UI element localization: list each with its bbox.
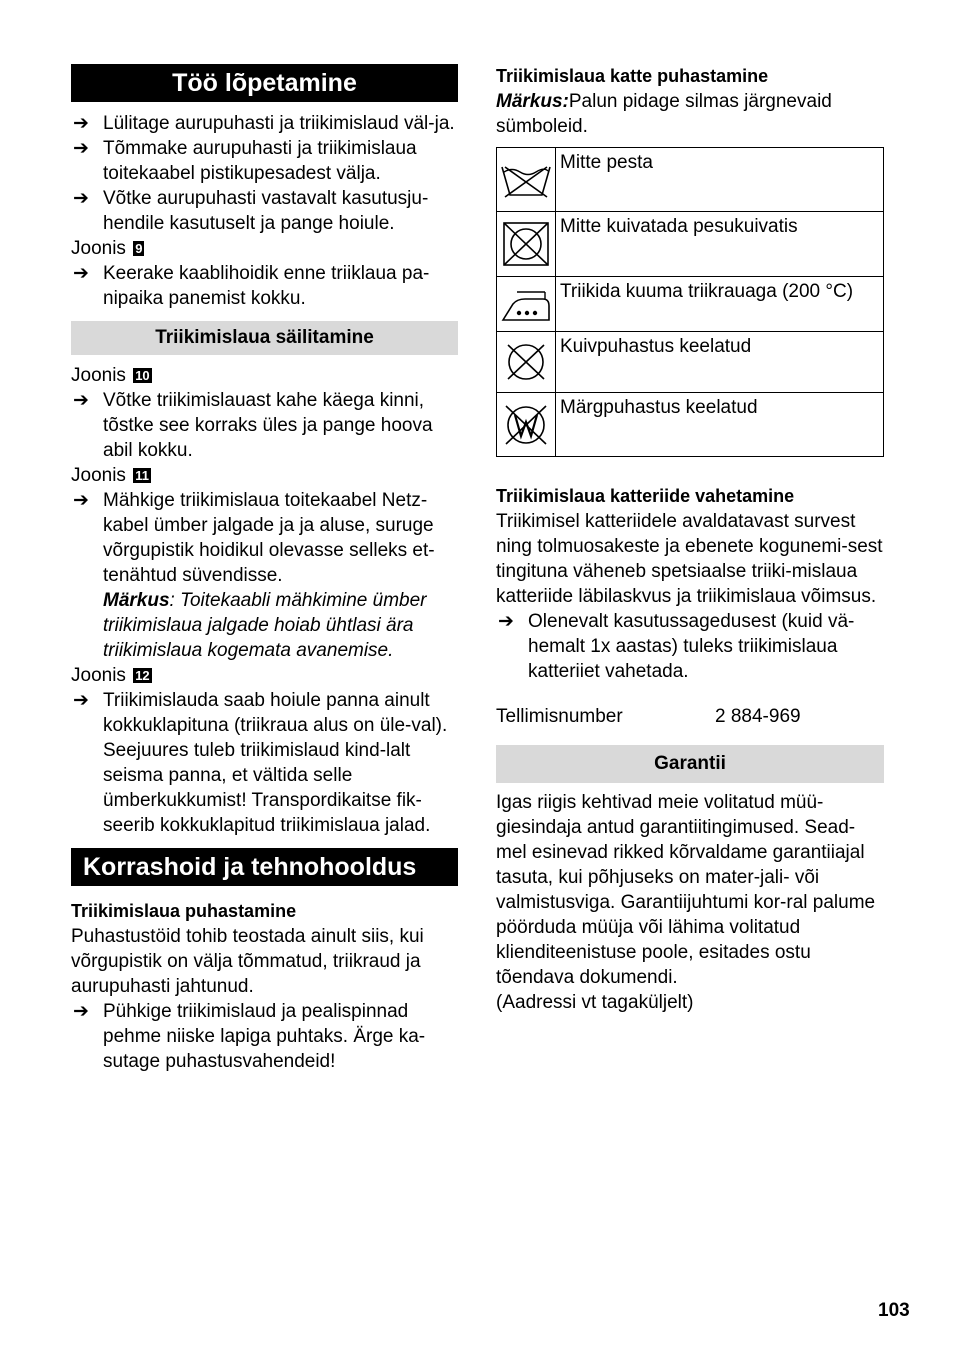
no-wet-clean-icon [499,400,553,450]
section-heading-storage: Triikimislaua säilitamine [71,321,458,355]
paragraph: Igas riigis kehtivad meie volitatud müü-giesindaja antud garantiitingimused. Sead-mel esinevad rikked kõrvaldame garantiiajal tasuta, kui põhjuseks on mater-jali- või valmistusviga. Garantiijuhtumi kor-ral palume pöörduda müüja või lähima volitatud klienditeenistuse poole, esitades ostu tõendava dokumendi. [496,792,876,988]
list-item: ➔ Keerake kaablihoidik enne triiklaua pa-nipaika panemist kokku. [73,263,430,309]
symbol-cell [497,393,556,457]
arrow-right-icon: ➔ [73,113,89,134]
figure-ref: Joonis 10 [71,365,150,386]
list-item: ➔ Võtke aurupuhasti vastavalt kasutusju-hendile kasutuselt ja pange hoiule. [73,188,429,234]
symbol-label: Mitte kuivatada pesukuivatis [556,212,884,277]
section-heading-finish: Töö lõpetamine [71,64,458,102]
section-heading-warranty: Garantii [496,745,884,783]
figure-number-badge: 10 [135,368,150,383]
figure-number-badge: 9 [135,241,143,256]
table-row [497,148,884,212]
arrow-right-icon: ➔ [73,490,89,511]
care-symbols-table [496,147,884,457]
symbol-cell [497,212,556,277]
list-item: ➔ Tõmmake aurupuhasti ja triikimislaua toitekaabel pistikupesadest välja. [73,138,417,184]
no-wash-icon [499,159,553,201]
paragraph: Puhastustöid tohib teostada ainult siis, kui võrgupistik on välja tõmmatud, triikraud ja aurupuhasti jahtunud. [71,926,424,997]
order-number-value: 2 884-969 [715,706,801,727]
note: Märkus: Toitekaabli mähkimine ümber triikimislaua jalgade hoiab ühtlasi ära triikimislaua kogemata avanemise. [103,590,427,661]
symbol-label: Triikida kuuma triikrauaga (200 °C) [556,277,884,332]
arrow-right-icon: ➔ [73,390,89,411]
no-dry-clean-icon [499,338,553,386]
figure-number-badge: 11 [135,468,149,483]
figure-number-badge: 12 [135,668,150,683]
order-number-row [496,704,884,729]
list-item: ➔ Olenevalt kasutussagedusest (kuid vä-hemalt 1x aastas) tuleks triikimislaua katteriiet vahetada. [498,611,855,682]
list-item: ➔ Võtke triikimislauast kahe käega kinni, tõstke see korraks üles ja pange hoova abil kokku. [73,390,433,461]
symbol-cell [497,277,556,332]
paragraph: Triikimisel katteriidele avaldatavast survest ning tolmuosakeste ja ebenete kogunemi-sest tingituna väheneb spetsiaalse triiki-mislaua katteriide läbilaskvus ja triikimislaua võimsus. [496,511,883,607]
symbol-cell [497,332,556,393]
list-item: ➔ Triikimislauda saab hoiule panna ainult kokkuklapituna (triikraua alus on üle-val). Seejuures tuleb triikimislaud kind-lalt seisma panna, et vältida selle ümberkukkumist! Transpordikaitse fik-seerib kokkuklapitud triikimislaua jalad. [73,690,448,836]
figure-ref: Joonis 12 [71,665,150,686]
order-number-label: Tellimisnumber [496,706,623,727]
figure-ref: Joonis 11 [71,465,149,486]
note: Märkus:Palun pidage silmas järgnevaid sümboleid. [496,91,832,137]
no-tumble-dry-icon [499,219,553,269]
arrow-right-icon: ➔ [73,263,89,284]
page-number: 103 [878,1300,910,1321]
symbol-label: Mitte pesta [556,148,884,212]
table-row [497,277,884,332]
address-note: (Aadressi vt tagaküljelt) [496,992,694,1013]
list-item: ➔ Lülitage aurupuhasti ja triikimislaud väl-ja. [73,113,455,134]
table-row [497,212,884,277]
arrow-right-icon: ➔ [73,690,89,711]
symbol-cell [497,148,556,212]
subheading-cleaning: Triikimislaua puhastamine [71,901,297,921]
arrow-right-icon: ➔ [73,138,89,159]
list-item: ➔ Mähkige triikimislaua toitekaabel Netz-kabel ümber jalgade ja ja aluse, suruge võrgupistik hoidikul olevasse selleks et-tenähtud süvendisse. [73,490,435,586]
arrow-right-icon: ➔ [73,1001,89,1022]
iron-hot-icon [499,282,553,326]
list-item: ➔ Pühkige triikimislaud ja pealispinnad pehme niiske lapiga puhtaks. Ärge ka-sutage puhastusvahendeid! [73,1001,426,1072]
table-row [497,393,884,457]
arrow-right-icon: ➔ [73,188,89,209]
left-column [71,64,458,1074]
right-column [496,64,884,1015]
subheading-cover-cleaning: Triikimislaua katte puhastamine [496,66,769,86]
section-heading-maintenance: Korrashoid ja tehnohooldus [71,848,458,886]
figure-ref: Joonis 9 [71,238,143,259]
symbol-label: Märgpuhastus keelatud [556,393,884,457]
subheading-cover-replace: Triikimislaua katteriide vahetamine [496,486,795,506]
arrow-right-icon: ➔ [498,611,514,632]
table-row [497,332,884,393]
symbol-label: Kuivpuhastus keelatud [556,332,884,393]
